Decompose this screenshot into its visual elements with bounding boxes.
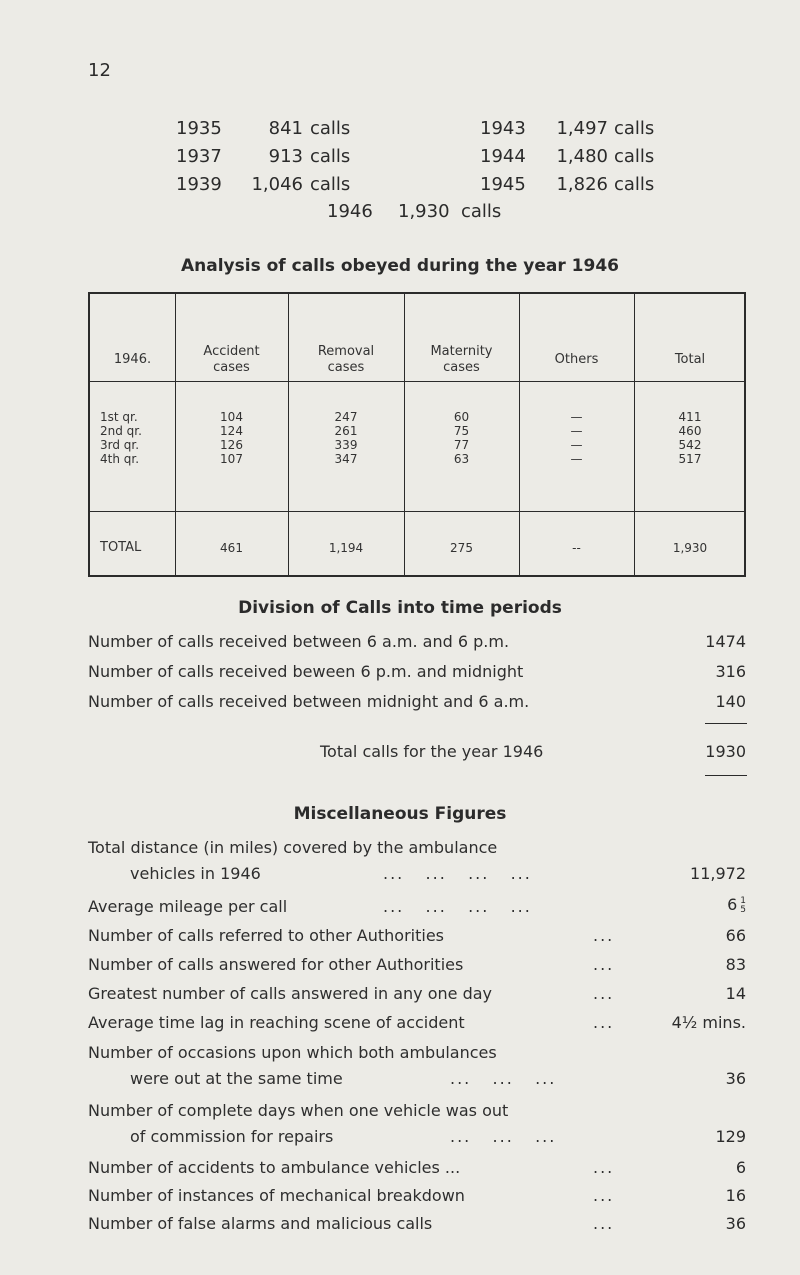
dots: ... <box>593 1214 615 1233</box>
table-cell: 339 <box>334 438 358 452</box>
table-cell: 411 <box>678 410 702 424</box>
total-label: TOTAL <box>100 540 142 555</box>
analysis-table <box>88 292 746 577</box>
misc-label-continued: were out at the same time <box>130 1069 343 1088</box>
total-cell: 275 <box>450 541 473 555</box>
misc-label: Number of instances of mechanical breakdown <box>88 1186 465 1205</box>
year-unit: calls <box>461 201 502 222</box>
dots: ... <box>510 864 532 883</box>
misc-value: 11,972 <box>690 864 746 883</box>
division-value: 140 <box>715 692 746 711</box>
misc-value: 129 <box>715 1127 746 1146</box>
table-cell: — <box>570 424 583 438</box>
misc-label: Number of calls referred to other Authorities <box>88 926 445 945</box>
table-cell: 124 <box>220 424 243 438</box>
table-cell: 60 <box>453 410 470 424</box>
misc-value <box>626 895 746 915</box>
year-unit: calls <box>614 146 655 167</box>
dots: ... <box>535 1069 557 1088</box>
year-unit: calls <box>310 118 351 139</box>
misc-label: Number of false alarms and malicious calls <box>88 1214 433 1233</box>
year-count: 1,480 <box>556 146 608 167</box>
year-unit: calls <box>310 146 351 167</box>
misc-label-continued: of commission for repairs <box>130 1127 334 1146</box>
misc-label-continued: vehicles in 1946 <box>130 864 261 883</box>
row-label: 4th qr. <box>100 452 140 466</box>
table-cell: — <box>570 410 583 424</box>
page-number: 12 <box>88 60 111 81</box>
leader-dots <box>450 1069 556 1088</box>
year-count: 1,046 <box>251 174 303 195</box>
division-label: Number of calls received between midnight and 6 a.m. <box>88 692 530 711</box>
dots: ... <box>450 1069 472 1088</box>
misc-label: Total distance (in miles) covered by the ambulance <box>88 838 498 857</box>
misc-value: 6 <box>735 1158 746 1177</box>
dots: ... <box>593 1013 615 1032</box>
division-label: Number of calls received beween 6 p.m. and midnight <box>88 662 524 681</box>
sum-rule <box>705 775 747 776</box>
dots: ... <box>593 1186 615 1205</box>
total-cell: 1,930 <box>672 541 708 555</box>
header-removal: Removal cases <box>317 344 375 375</box>
leader-dots <box>383 864 532 883</box>
year-unit: calls <box>310 174 351 195</box>
dots: ... <box>468 864 490 883</box>
mileage-whole: 6 <box>727 895 738 914</box>
fraction-numerator: 1 <box>740 895 746 906</box>
year-label: 1937 <box>176 146 222 167</box>
division-total-value: 1930 <box>705 742 746 761</box>
misc-label: Average mileage per call <box>88 897 288 916</box>
year-count: 841 <box>268 118 303 139</box>
misc-value: 4½ mins. <box>671 1013 746 1032</box>
table-cell: 77 <box>453 438 470 452</box>
division-title: Division of Calls into time periods <box>238 598 562 618</box>
year-unit: calls <box>614 118 655 139</box>
table-cell: 75 <box>453 424 470 438</box>
misc-label: Number of accidents to ambulance vehicles ... <box>88 1158 461 1177</box>
dots: ... <box>468 897 490 916</box>
row-label: 2nd qr. <box>100 424 142 438</box>
row-label: 1st qr. <box>100 410 138 424</box>
misc-value: 16 <box>725 1186 746 1205</box>
table-cell: 63 <box>453 452 470 466</box>
total-rule <box>90 511 746 512</box>
dots: ... <box>425 864 447 883</box>
misc-value: 36 <box>725 1069 746 1088</box>
table-cell: 460 <box>678 424 702 438</box>
dots: ... <box>450 1127 472 1146</box>
misc-value: 36 <box>725 1214 746 1233</box>
dots: ... <box>593 955 615 974</box>
table-cell: 107 <box>220 452 243 466</box>
dots: ... <box>510 897 532 916</box>
header-year: 1946. <box>113 352 152 367</box>
year-count: 1,826 <box>556 174 608 195</box>
misc-label: Number of complete days when one vehicle was out <box>88 1101 509 1120</box>
table-cell: 517 <box>678 452 702 466</box>
leader-dots <box>450 1127 556 1146</box>
table-cell: 247 <box>334 410 358 424</box>
leader-dots <box>383 897 532 916</box>
sum-rule <box>705 723 747 724</box>
table-cell: 104 <box>220 410 243 424</box>
header-accident: Accident cases <box>203 344 260 375</box>
year-label: 1935 <box>176 118 222 139</box>
header-total: Total <box>674 352 706 367</box>
total-cell: -- <box>572 541 581 555</box>
analysis-title: Analysis of calls obeyed during the year 1946 <box>181 256 619 276</box>
dots: ... <box>593 984 615 1003</box>
table-cell: 347 <box>334 452 358 466</box>
division-value: 1474 <box>705 632 746 651</box>
table-cell: 542 <box>678 438 702 452</box>
mileage-fraction <box>740 897 746 915</box>
row-label: 3rd qr. <box>100 438 140 452</box>
dots: ... <box>593 926 615 945</box>
header-others: Others <box>554 352 599 367</box>
year-label: 1945 <box>480 174 526 195</box>
total-cell: 1,194 <box>328 541 364 555</box>
division-label: Number of calls received between 6 a.m. and 6 p.m. <box>88 632 510 651</box>
misc-label: Number of occasions upon which both ambulances <box>88 1043 497 1062</box>
table-cell: — <box>570 452 583 466</box>
division-total-label: Total calls for the year 1946 <box>320 742 544 761</box>
dots: ... <box>425 897 447 916</box>
table-cell: — <box>570 438 583 452</box>
dots: ... <box>535 1127 557 1146</box>
year-label: 1946 <box>327 201 373 222</box>
year-unit: calls <box>614 174 655 195</box>
header-rule <box>90 381 746 382</box>
year-count: 1,497 <box>556 118 608 139</box>
table-cell: 126 <box>220 438 243 452</box>
total-cell: 461 <box>220 541 243 555</box>
misc-label: Average time lag in reaching scene of accident <box>88 1013 465 1032</box>
year-label: 1943 <box>480 118 526 139</box>
year-label: 1939 <box>176 174 222 195</box>
misc-value: 66 <box>725 926 746 945</box>
year-count: 913 <box>268 146 303 167</box>
year-count: 1,930 <box>398 201 450 222</box>
misc-value: 83 <box>725 955 746 974</box>
dots: ... <box>593 1158 615 1177</box>
misc-title: Miscellaneous Figures <box>293 804 507 824</box>
misc-value: 14 <box>725 984 746 1003</box>
dots: ... <box>492 1127 514 1146</box>
misc-label: Number of calls answered for other Authorities <box>88 955 464 974</box>
fraction-denominator: 5 <box>740 904 746 915</box>
table-cell: 261 <box>334 424 358 438</box>
misc-label: Greatest number of calls answered in any one day <box>88 984 493 1003</box>
dots: ... <box>383 864 405 883</box>
dots: ... <box>383 897 405 916</box>
dots: ... <box>492 1069 514 1088</box>
header-maternity: Maternity cases <box>430 344 493 375</box>
year-label: 1944 <box>480 146 526 167</box>
division-value: 316 <box>715 662 746 681</box>
